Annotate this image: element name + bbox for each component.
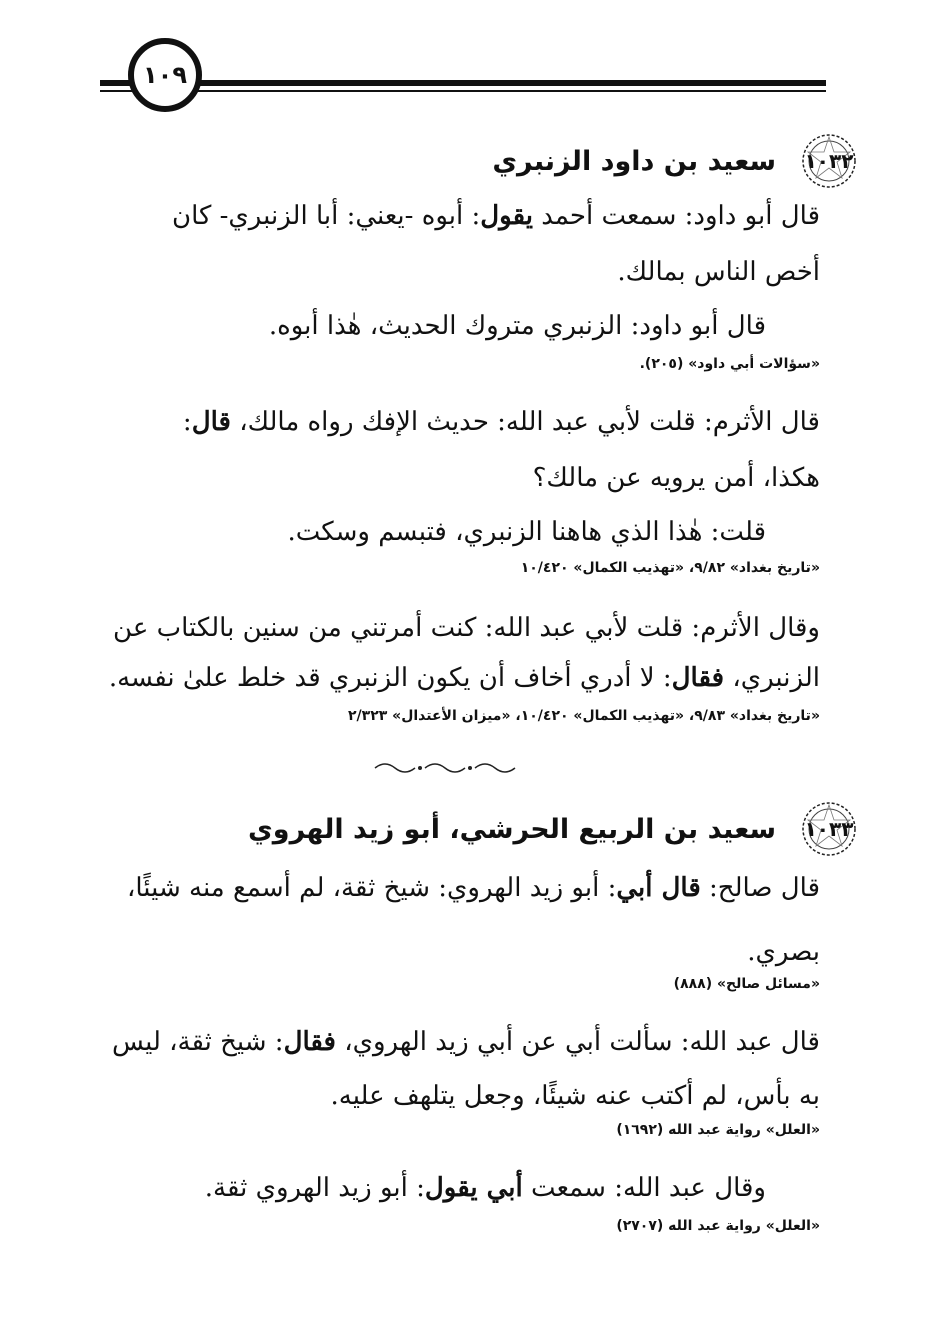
paragraph-line: به بأس، لم أكتب عنه شيئًا، وجعل يتلهف عليه. — [330, 1081, 820, 1111]
header-rule-thin — [196, 90, 826, 92]
paragraph-line: أخص الناس بمالك. — [617, 257, 820, 287]
bold-text: فقال — [671, 663, 725, 693]
header-rule-left-thick — [100, 80, 132, 86]
paragraph — [100, 1014, 820, 1070]
bold-text: قال — [191, 407, 231, 437]
text-run: : أبو زيد الهروي: شيخ ثقة، لم أسمع منه شيئًا، — [126, 873, 617, 903]
paragraph: قلت: هٰذا الذي هاهنا الزنبري، فتبسم وسكت. — [287, 517, 766, 547]
citation: «العلل» رواية عبد الله (١٦٩٢) — [616, 1122, 820, 1138]
text-run: الزنبري، — [724, 663, 820, 693]
text-run: : أبو زيد الهروي ثقة. — [204, 1173, 425, 1203]
section-divider-ornament — [370, 760, 530, 776]
text-run: قال عبد الله: سألت أبي عن أبي زيد الهروي، — [335, 1027, 820, 1057]
entry-title: سعيد بن داود الزنبري — [492, 145, 776, 177]
text-run: : لا أدري أخاف أن يكون الزنبري قد خلط علىٰ نفسه. — [108, 663, 672, 693]
citation: «تاريخ بغداد» ٩/٨٣، «تهذيب الكمال» ١٠/٤٢٠، «ميزان الأعتدال» ٢/٣٢٣ — [348, 708, 820, 724]
paragraph — [46, 1160, 766, 1216]
text-run: : — [182, 407, 192, 437]
bold-text: فقال — [283, 1027, 336, 1057]
entry-number: ١٠٣٢ — [804, 149, 854, 173]
paragraph — [100, 650, 820, 706]
page-header — [0, 0, 938, 140]
paragraph: وقال الأثرم: قلت لأبي عبد الله: كنت أمرتني من سنين بالكتاب عن — [113, 613, 820, 643]
entry-title-row — [248, 800, 858, 858]
text-run: قال أبو داود: سمعت أحمد — [532, 201, 820, 231]
citation: «تاريخ بغداد» ٩/٨٢، «تهذيب الكمال» ١٠/٤٢٠ — [520, 560, 820, 576]
page-number: ١٠٩ — [128, 38, 202, 112]
entry-title: سعيد بن الربيع الحرشي، أبو زيد الهروي — [248, 813, 776, 845]
bold-text: أبي يقول — [424, 1173, 523, 1203]
paragraph: قال أبو داود: الزنبري متروك الحديث، هٰذا أبوه. — [268, 311, 766, 341]
bold-text: قال أبي — [616, 873, 701, 903]
citation: «سؤالات أبي داود» (٢٠٥). — [639, 356, 820, 372]
header-rule-thick — [196, 80, 826, 86]
entry-title-row — [492, 132, 858, 190]
entry-number-badge — [800, 800, 858, 858]
text-run: قال الأثرم: قلت لأبي عبد الله: حديث الإفك رواه مالك، — [230, 407, 820, 437]
paragraph — [100, 860, 820, 916]
bold-text: يقول — [480, 201, 533, 231]
citation: «العلل» رواية عبد الله (٢٧٠٧) — [616, 1218, 820, 1234]
citation: «مسائل صالح» (٨٨٨) — [673, 976, 820, 992]
paragraph-line: هكذا، أمن يرويه عن مالك؟ — [532, 463, 820, 493]
paragraph — [100, 188, 820, 244]
paragraph-line: بصري. — [747, 937, 820, 967]
text-run: : شيخ ثقة، ليس — [111, 1027, 284, 1057]
entry-number-badge — [800, 132, 858, 190]
entry-number: ١٠٣٣ — [804, 817, 854, 841]
header-rule-left-thin — [100, 90, 132, 92]
text-run: قال صالح: — [700, 873, 820, 903]
text-run: وقال عبد الله: سمعت — [522, 1173, 766, 1203]
text-run: : أبوه -يعني: أبا الزنبري- كان — [171, 201, 481, 231]
paragraph — [100, 394, 820, 450]
